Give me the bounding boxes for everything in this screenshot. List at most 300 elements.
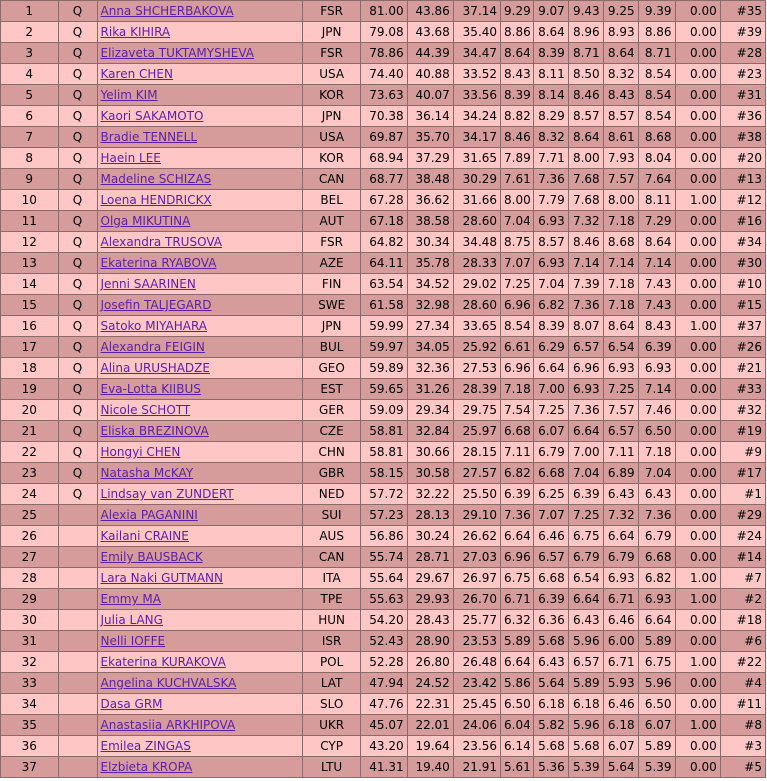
skater-name-link[interactable]: Emmy MA	[100, 592, 161, 606]
start-number-cell: #24	[721, 526, 766, 547]
skater-name-link[interactable]: Kailani CRAINE	[100, 529, 189, 543]
table-row	[1, 400, 766, 421]
skater-name-link[interactable]: Rika KIHIRA	[100, 25, 171, 39]
performance-cell: 5.96	[569, 631, 604, 652]
skater-name-link[interactable]: Eliska BREZINOVA	[100, 424, 209, 438]
total-score-cell: 57.72	[361, 484, 407, 505]
rank-cell: 24	[1, 484, 59, 505]
skating-skills-cell: 6.71	[501, 589, 534, 610]
skater-name-link[interactable]: Anna SHCHERBAKOVA	[100, 4, 234, 18]
deductions-cell: 0.00	[676, 484, 721, 505]
component-score-cell: 33.52	[454, 64, 501, 85]
interpretation-cell: 7.14	[639, 253, 676, 274]
nation-cell: GBR	[303, 463, 362, 484]
qualified-cell: Q	[59, 295, 98, 316]
component-score-cell: 34.17	[454, 127, 501, 148]
rank-cell: 12	[1, 232, 59, 253]
transitions-cell: 8.11	[534, 64, 569, 85]
qualified-cell	[59, 694, 98, 715]
skating-skills-cell: 5.86	[501, 673, 534, 694]
skater-name-link[interactable]: Nicole SCHOTT	[100, 403, 191, 417]
transitions-cell: 8.14	[534, 85, 569, 106]
nation-cell: USA	[303, 127, 362, 148]
total-score-cell: 52.43	[361, 631, 407, 652]
performance-cell: 6.93	[569, 379, 604, 400]
total-score-cell: 61.58	[361, 295, 407, 316]
skater-name-link[interactable]: Nelli IOFFE	[100, 634, 166, 648]
interpretation-cell: 7.36	[639, 505, 676, 526]
nation-cell: FSR	[303, 232, 362, 253]
skater-name-link[interactable]: Loena HENDRICKX	[100, 193, 212, 207]
rank-cell: 27	[1, 547, 59, 568]
skater-name-link[interactable]: Josefin TALJEGARD	[100, 298, 212, 312]
deductions-cell: 0.00	[676, 85, 721, 106]
skater-name-cell	[98, 547, 303, 568]
interpretation-cell: 6.68	[639, 547, 676, 568]
interpretation-cell: 8.64	[639, 232, 676, 253]
skater-name-cell	[98, 169, 303, 190]
skating-skills-cell: 8.43	[501, 64, 534, 85]
qualified-cell	[59, 610, 98, 631]
composition-cell: 6.18	[604, 715, 639, 736]
component-score-cell: 25.97	[454, 421, 501, 442]
performance-cell: 6.64	[569, 589, 604, 610]
total-score-cell: 57.23	[361, 505, 407, 526]
component-score-cell: 25.50	[454, 484, 501, 505]
composition-cell: 6.43	[604, 484, 639, 505]
technical-score-cell: 28.13	[408, 505, 454, 526]
skating-skills-cell: 8.75	[501, 232, 534, 253]
total-score-cell: 64.82	[361, 232, 407, 253]
skater-name-cell	[98, 85, 303, 106]
table-row	[1, 190, 766, 211]
qualified-cell: Q	[59, 337, 98, 358]
technical-score-cell: 29.34	[408, 400, 454, 421]
start-number-cell: #8	[721, 715, 766, 736]
technical-score-cell: 31.26	[408, 379, 454, 400]
skater-name-link[interactable]: Emilea ZINGAS	[100, 739, 191, 753]
deductions-cell: 0.00	[676, 43, 721, 64]
rank-cell: 25	[1, 505, 59, 526]
component-score-cell: 27.53	[454, 358, 501, 379]
nation-cell: GEO	[303, 358, 362, 379]
start-number-cell: #21	[721, 358, 766, 379]
rank-cell: 16	[1, 316, 59, 337]
rank-cell: 33	[1, 673, 59, 694]
composition-cell: 6.07	[604, 736, 639, 757]
deductions-cell: 0.00	[676, 274, 721, 295]
skater-name-cell	[98, 379, 303, 400]
total-score-cell: 70.38	[361, 106, 407, 127]
technical-score-cell: 32.98	[408, 295, 454, 316]
nation-cell: JPN	[303, 316, 362, 337]
qualified-cell	[59, 652, 98, 673]
start-number-cell: #31	[721, 85, 766, 106]
skater-name-cell	[98, 232, 303, 253]
composition-cell: 8.32	[604, 64, 639, 85]
table-row	[1, 757, 766, 778]
interpretation-cell: 7.43	[639, 274, 676, 295]
deductions-cell: 1.00	[676, 589, 721, 610]
table-row	[1, 148, 766, 169]
composition-cell: 8.64	[604, 316, 639, 337]
skater-name-cell	[98, 1, 303, 22]
transitions-cell: 6.29	[534, 337, 569, 358]
skating-skills-cell: 7.18	[501, 379, 534, 400]
total-score-cell: 58.81	[361, 421, 407, 442]
skater-name-link[interactable]: Dasa GRM	[100, 697, 163, 711]
performance-cell: 6.39	[569, 484, 604, 505]
table-row	[1, 22, 766, 43]
technical-score-cell: 36.62	[408, 190, 454, 211]
skater-name-link[interactable]: Lindsay van ZUNDERT	[100, 487, 234, 501]
performance-cell: 8.50	[569, 64, 604, 85]
qualified-cell	[59, 736, 98, 757]
technical-score-cell: 30.66	[408, 442, 454, 463]
nation-cell: CZE	[303, 421, 362, 442]
skater-name-cell	[98, 589, 303, 610]
skater-name-link[interactable]: Ekaterina KURAKOVA	[100, 655, 226, 669]
nation-cell: CYP	[303, 736, 362, 757]
skater-name-cell	[98, 337, 303, 358]
table-row	[1, 652, 766, 673]
rank-cell: 20	[1, 400, 59, 421]
technical-score-cell: 43.68	[408, 22, 454, 43]
table-row	[1, 463, 766, 484]
transitions-cell: 5.36	[534, 757, 569, 778]
skater-name-link[interactable]: Yelim KIM	[100, 88, 158, 102]
table-row	[1, 274, 766, 295]
skating-skills-cell: 7.54	[501, 400, 534, 421]
skater-name-cell	[98, 64, 303, 85]
transitions-cell: 7.07	[534, 505, 569, 526]
composition-cell: 6.93	[604, 568, 639, 589]
interpretation-cell: 5.89	[639, 736, 676, 757]
skater-name-link[interactable]: Eva-Lotta KIIBUS	[100, 382, 201, 396]
rank-cell: 10	[1, 190, 59, 211]
skater-name-cell	[98, 148, 303, 169]
qualified-cell	[59, 505, 98, 526]
nation-cell: HUN	[303, 610, 362, 631]
start-number-cell: #30	[721, 253, 766, 274]
component-score-cell: 26.70	[454, 589, 501, 610]
total-score-cell: 58.15	[361, 463, 407, 484]
rank-cell: 35	[1, 715, 59, 736]
skater-name-cell	[98, 715, 303, 736]
total-score-cell: 59.89	[361, 358, 407, 379]
nation-cell: CAN	[303, 169, 362, 190]
interpretation-cell: 8.04	[639, 148, 676, 169]
component-score-cell: 37.14	[454, 1, 501, 22]
performance-cell: 5.96	[569, 715, 604, 736]
qualified-cell: Q	[59, 127, 98, 148]
skater-name-link[interactable]: Natasha McKAY	[100, 466, 194, 480]
performance-cell: 6.96	[569, 358, 604, 379]
deductions-cell: 1.00	[676, 715, 721, 736]
skating-skills-cell: 5.89	[501, 631, 534, 652]
skater-name-link[interactable]: Angelina KUCHVALSKA	[100, 676, 237, 690]
start-number-cell: #9	[721, 442, 766, 463]
start-number-cell: #22	[721, 652, 766, 673]
interpretation-cell: 5.96	[639, 673, 676, 694]
table-row	[1, 1, 766, 22]
performance-cell: 7.04	[569, 463, 604, 484]
skating-skills-cell: 8.86	[501, 22, 534, 43]
skating-skills-cell: 6.96	[501, 547, 534, 568]
skater-name-cell	[98, 505, 303, 526]
technical-score-cell: 40.88	[408, 64, 454, 85]
nation-cell: BEL	[303, 190, 362, 211]
start-number-cell: #5	[721, 757, 766, 778]
skater-name-link[interactable]: Alina URUSHADZE	[100, 361, 210, 375]
performance-cell: 6.57	[569, 337, 604, 358]
skater-name-link[interactable]: Olga MIKUTINA	[100, 214, 191, 228]
performance-cell: 6.18	[569, 694, 604, 715]
rank-cell: 3	[1, 43, 59, 64]
skater-name-link[interactable]: Alexia PAGANINI	[100, 508, 198, 522]
skating-skills-cell: 7.04	[501, 211, 534, 232]
skater-name-cell	[98, 316, 303, 337]
skater-name-link[interactable]: Hongyi CHEN	[100, 445, 181, 459]
qualified-cell: Q	[59, 316, 98, 337]
deductions-cell: 1.00	[676, 190, 721, 211]
skater-name-link[interactable]: Emily BAUSBACK	[100, 550, 203, 564]
composition-cell: 6.89	[604, 463, 639, 484]
interpretation-cell: 6.39	[639, 337, 676, 358]
table-row	[1, 211, 766, 232]
performance-cell: 7.25	[569, 505, 604, 526]
skater-name-link[interactable]: Ekaterina RYABOVA	[100, 256, 217, 270]
interpretation-cell: 8.54	[639, 64, 676, 85]
component-score-cell: 29.02	[454, 274, 501, 295]
skater-name-link[interactable]: Karen CHEN	[100, 67, 173, 81]
table-row	[1, 106, 766, 127]
skater-name-link[interactable]: Satoko MIYAHARA	[100, 319, 208, 333]
skater-name-link[interactable]: Julia LANG	[100, 613, 163, 627]
rank-cell: 11	[1, 211, 59, 232]
technical-score-cell: 30.24	[408, 526, 454, 547]
nation-cell: JPN	[303, 106, 362, 127]
component-score-cell: 21.91	[454, 757, 501, 778]
table-row	[1, 169, 766, 190]
nation-cell: SLO	[303, 694, 362, 715]
qualified-cell: Q	[59, 64, 98, 85]
interpretation-cell: 8.11	[639, 190, 676, 211]
table-row	[1, 85, 766, 106]
composition-cell: 8.64	[604, 43, 639, 64]
skating-skills-cell: 7.36	[501, 505, 534, 526]
interpretation-cell: 7.14	[639, 379, 676, 400]
start-number-cell: #28	[721, 43, 766, 64]
nation-cell: CHN	[303, 442, 362, 463]
composition-cell: 9.25	[604, 1, 639, 22]
qualified-cell: Q	[59, 1, 98, 22]
deductions-cell: 0.00	[676, 1, 721, 22]
skater-name-link[interactable]: Elizaveta TUKTAMYSHEVA	[100, 46, 254, 60]
total-score-cell: 59.65	[361, 379, 407, 400]
start-number-cell: #26	[721, 337, 766, 358]
total-score-cell: 68.94	[361, 148, 407, 169]
qualified-cell: Q	[59, 106, 98, 127]
start-number-cell: #17	[721, 463, 766, 484]
table-row	[1, 610, 766, 631]
technical-score-cell: 28.90	[408, 631, 454, 652]
total-score-cell: 79.08	[361, 22, 407, 43]
deductions-cell: 0.00	[676, 736, 721, 757]
skater-name-link[interactable]: Elzbieta KROPA	[100, 760, 193, 774]
component-score-cell: 25.77	[454, 610, 501, 631]
skating-skills-cell: 6.64	[501, 526, 534, 547]
performance-cell: 6.57	[569, 652, 604, 673]
component-score-cell: 29.10	[454, 505, 501, 526]
interpretation-cell: 8.71	[639, 43, 676, 64]
qualified-cell: Q	[59, 400, 98, 421]
rank-cell: 29	[1, 589, 59, 610]
skating-skills-cell: 7.89	[501, 148, 534, 169]
table-row	[1, 442, 766, 463]
deductions-cell: 0.00	[676, 169, 721, 190]
nation-cell: AUT	[303, 211, 362, 232]
table-row	[1, 421, 766, 442]
transitions-cell: 6.39	[534, 589, 569, 610]
skater-name-cell	[98, 211, 303, 232]
performance-cell: 6.54	[569, 568, 604, 589]
component-score-cell: 33.56	[454, 85, 501, 106]
interpretation-cell: 8.54	[639, 106, 676, 127]
skater-name-link[interactable]: Kaori SAKAMOTO	[100, 109, 204, 123]
total-score-cell: 47.76	[361, 694, 407, 715]
technical-score-cell: 35.78	[408, 253, 454, 274]
performance-cell: 6.75	[569, 526, 604, 547]
performance-cell: 5.39	[569, 757, 604, 778]
transitions-cell: 6.07	[534, 421, 569, 442]
technical-score-cell: 28.43	[408, 610, 454, 631]
component-score-cell: 25.92	[454, 337, 501, 358]
technical-score-cell: 24.52	[408, 673, 454, 694]
composition-cell: 8.57	[604, 106, 639, 127]
start-number-cell: #29	[721, 505, 766, 526]
skating-skills-cell: 8.39	[501, 85, 534, 106]
total-score-cell: 54.20	[361, 610, 407, 631]
nation-cell: TPE	[303, 589, 362, 610]
skater-name-cell	[98, 526, 303, 547]
nation-cell: USA	[303, 64, 362, 85]
interpretation-cell: 6.75	[639, 652, 676, 673]
performance-cell: 6.43	[569, 610, 604, 631]
composition-cell: 6.46	[604, 610, 639, 631]
deductions-cell: 0.00	[676, 253, 721, 274]
qualified-cell	[59, 589, 98, 610]
transitions-cell: 5.68	[534, 631, 569, 652]
skater-name-link[interactable]: Jenni SAARINEN	[100, 277, 196, 291]
transitions-cell: 6.68	[534, 463, 569, 484]
component-score-cell: 28.33	[454, 253, 501, 274]
total-score-cell: 41.31	[361, 757, 407, 778]
interpretation-cell: 6.07	[639, 715, 676, 736]
qualified-cell: Q	[59, 463, 98, 484]
interpretation-cell: 6.43	[639, 484, 676, 505]
nation-cell: ITA	[303, 568, 362, 589]
technical-score-cell: 43.86	[408, 1, 454, 22]
technical-score-cell: 19.40	[408, 757, 454, 778]
skater-name-link[interactable]: Bradie TENNELL	[100, 130, 198, 144]
table-row	[1, 547, 766, 568]
transitions-cell: 9.07	[534, 1, 569, 22]
interpretation-cell: 6.50	[639, 694, 676, 715]
rank-cell: 21	[1, 421, 59, 442]
qualified-cell: Q	[59, 22, 98, 43]
transitions-cell: 6.68	[534, 568, 569, 589]
skater-name-cell	[98, 421, 303, 442]
interpretation-cell: 7.64	[639, 169, 676, 190]
technical-score-cell: 32.84	[408, 421, 454, 442]
qualified-cell	[59, 673, 98, 694]
qualified-cell: Q	[59, 85, 98, 106]
deductions-cell: 0.00	[676, 148, 721, 169]
performance-cell: 8.00	[569, 148, 604, 169]
total-score-cell: 73.63	[361, 85, 407, 106]
performance-cell: 8.64	[569, 127, 604, 148]
table-row	[1, 253, 766, 274]
start-number-cell: #18	[721, 610, 766, 631]
deductions-cell: 0.00	[676, 127, 721, 148]
transitions-cell: 7.36	[534, 169, 569, 190]
nation-cell: UKR	[303, 715, 362, 736]
skater-name-link[interactable]: Alexandra FEIGIN	[100, 340, 205, 354]
nation-cell: AZE	[303, 253, 362, 274]
performance-cell: 6.79	[569, 547, 604, 568]
start-number-cell: #10	[721, 274, 766, 295]
table-row	[1, 736, 766, 757]
qualified-cell: Q	[59, 211, 98, 232]
nation-cell: KOR	[303, 85, 362, 106]
skater-name-link[interactable]: Haein LEE	[100, 151, 161, 165]
nation-cell: EST	[303, 379, 362, 400]
start-number-cell: #2	[721, 589, 766, 610]
nation-cell: POL	[303, 652, 362, 673]
total-score-cell: 67.28	[361, 190, 407, 211]
interpretation-cell: 6.82	[639, 568, 676, 589]
skater-name-link[interactable]: Alexandra TRUSOVA	[100, 235, 222, 249]
rank-cell: 18	[1, 358, 59, 379]
deductions-cell: 0.00	[676, 295, 721, 316]
transitions-cell: 6.93	[534, 253, 569, 274]
rank-cell: 17	[1, 337, 59, 358]
interpretation-cell: 7.46	[639, 400, 676, 421]
skater-name-cell	[98, 694, 303, 715]
interpretation-cell: 8.54	[639, 85, 676, 106]
component-score-cell: 23.56	[454, 736, 501, 757]
start-number-cell: #34	[721, 232, 766, 253]
interpretation-cell: 7.04	[639, 463, 676, 484]
skating-skills-cell: 8.82	[501, 106, 534, 127]
total-score-cell: 74.40	[361, 64, 407, 85]
component-score-cell: 35.40	[454, 22, 501, 43]
composition-cell: 7.57	[604, 169, 639, 190]
qualified-cell: Q	[59, 148, 98, 169]
composition-cell: 7.25	[604, 379, 639, 400]
table-row	[1, 337, 766, 358]
qualified-cell: Q	[59, 232, 98, 253]
skater-name-link[interactable]: Madeline SCHIZAS	[100, 172, 212, 186]
composition-cell: 7.32	[604, 505, 639, 526]
skater-name-link[interactable]: Lara Naki GUTMANN	[100, 571, 224, 585]
skater-name-link[interactable]: Anastasiia ARKHIPOVA	[100, 718, 236, 732]
qualified-cell: Q	[59, 442, 98, 463]
nation-cell: KOR	[303, 148, 362, 169]
transitions-cell: 6.36	[534, 610, 569, 631]
table-row	[1, 127, 766, 148]
